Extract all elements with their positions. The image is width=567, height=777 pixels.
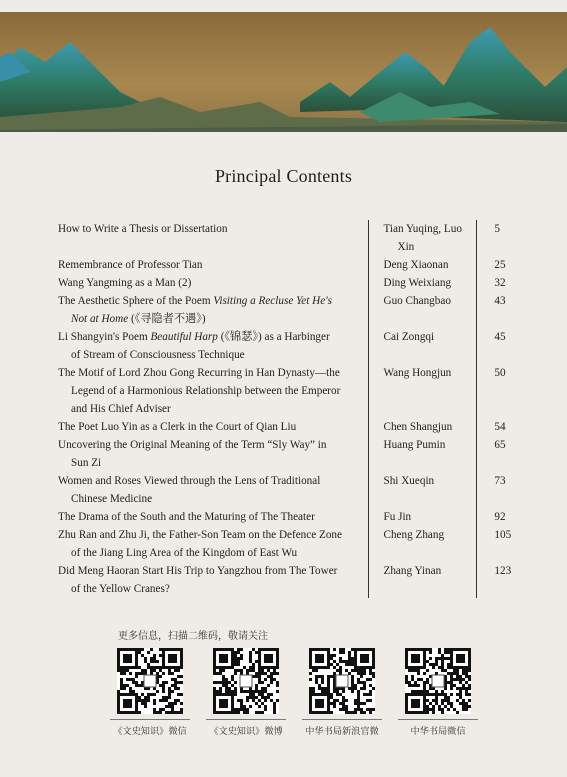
toc-row <box>58 220 528 256</box>
toc-page-number: 73 <box>476 472 528 508</box>
divider <box>302 719 382 720</box>
toc-article-title[interactable]: The Motif of Lord Zhou Gong Recurring in Han Dynasty—the Legend of a Harmonious Relationship between the Emperor and His Chief Adviser <box>58 367 341 415</box>
toc-article-title[interactable]: Women and Roses Viewed through the Lens of Traditional Chinese Medicine <box>58 475 321 505</box>
toc-author: Wang Hongjun <box>368 364 476 418</box>
toc-row <box>58 508 528 526</box>
toc-page-number: 25 <box>476 256 528 274</box>
qr-caption: 中华书局新浪官微 <box>305 726 379 737</box>
qr-wechat-wenshi[interactable] <box>110 648 190 737</box>
toc-row <box>58 364 528 418</box>
qr-code-icon <box>213 648 279 714</box>
toc-author: Guo Changbao <box>368 292 476 328</box>
qr-wechat-zhonghua[interactable] <box>398 648 478 737</box>
qr-code-icon <box>309 648 375 714</box>
toc-page-number: 123 <box>476 562 528 598</box>
divider <box>398 719 478 720</box>
toc-page-number: 45 <box>476 328 528 364</box>
qr-section-heading: 更多信息，扫描二维码，敬请关注 <box>118 631 268 642</box>
toc-article-title[interactable]: How to Write a Thesis or Dissertation <box>58 223 228 235</box>
toc-row <box>58 526 528 562</box>
toc-row <box>58 256 528 274</box>
toc-page-number: 105 <box>476 526 528 562</box>
qr-caption: 《文史知识》微博 <box>209 726 283 737</box>
toc-article-title[interactable]: The Aesthetic Sphere of the Poem Visiting a Recluse Yet He's Not at Home (《寻隐者不遇》) <box>58 295 332 325</box>
toc-article-title[interactable]: Wang Yangming as a Man (2) <box>58 277 192 289</box>
toc-author: Fu Jin <box>368 508 476 526</box>
toc-page-number: 92 <box>476 508 528 526</box>
toc-article-title[interactable]: The Drama of the South and the Maturing of The Theater <box>58 511 315 523</box>
toc-page-number: 43 <box>476 292 528 328</box>
qr-code-icon <box>405 648 471 714</box>
qr-sina-zhonghua[interactable] <box>302 648 382 737</box>
divider <box>206 719 286 720</box>
qr-caption: 《文史知识》微信 <box>113 726 187 737</box>
qr-weibo-wenshi[interactable] <box>206 648 286 737</box>
toc-article-title[interactable]: Li Shangyin's Poem Beautiful Harp (《锦瑟》) as a Harbinger of Stream of Consciousness Technique <box>58 331 330 361</box>
toc-page-number: 65 <box>476 436 528 472</box>
table-of-contents <box>58 220 528 598</box>
toc-row <box>58 328 528 364</box>
toc-page-number: 5 <box>476 220 528 256</box>
qr-code-icon <box>117 648 183 714</box>
toc-author: Ding Weixiang <box>368 274 476 292</box>
page-title: Principal Contents <box>214 166 353 186</box>
divider <box>110 719 190 720</box>
toc-article-title[interactable]: The Poet Luo Yin as a Clerk in the Court of Qian Liu <box>58 421 297 433</box>
toc-author: Cheng Zhang <box>368 526 476 562</box>
landscape-banner <box>0 12 567 132</box>
toc-row <box>58 418 528 436</box>
toc-author: Zhang Yinan <box>368 562 476 598</box>
toc-article-title[interactable]: Did Meng Haoran Start His Trip to Yangzhou from The Tower of the Yellow Cranes? <box>58 565 338 595</box>
toc-author: Cai Zongqi <box>368 328 476 364</box>
toc-article-title[interactable]: Uncovering the Original Meaning of the Term “Sly Way” in Sun Zi <box>58 439 327 469</box>
toc-row <box>58 472 528 508</box>
toc-row <box>58 292 528 328</box>
toc-row <box>58 274 528 292</box>
toc-author: Chen Shangjun <box>368 418 476 436</box>
toc-page-number: 50 <box>476 364 528 418</box>
toc-article-title[interactable]: Remembrance of Professor Tian <box>58 259 203 271</box>
toc-article-title[interactable]: Zhu Ran and Zhu Ji, the Father-Son Team on the Defence Zone of the Jiang Ling Area of the Kingdom of East Wu <box>58 529 342 559</box>
toc-author: Tian Yuqing, Luo Xin <box>368 220 476 256</box>
toc-row <box>58 562 528 598</box>
toc-page-number: 32 <box>476 274 528 292</box>
toc-page-number: 54 <box>476 418 528 436</box>
toc-author: Deng Xiaonan <box>368 256 476 274</box>
toc-author: Huang Pumin <box>368 436 476 472</box>
toc-row <box>58 436 528 472</box>
toc-author: Shi Xueqin <box>368 472 476 508</box>
qr-caption: 中华书局微信 <box>410 726 466 737</box>
